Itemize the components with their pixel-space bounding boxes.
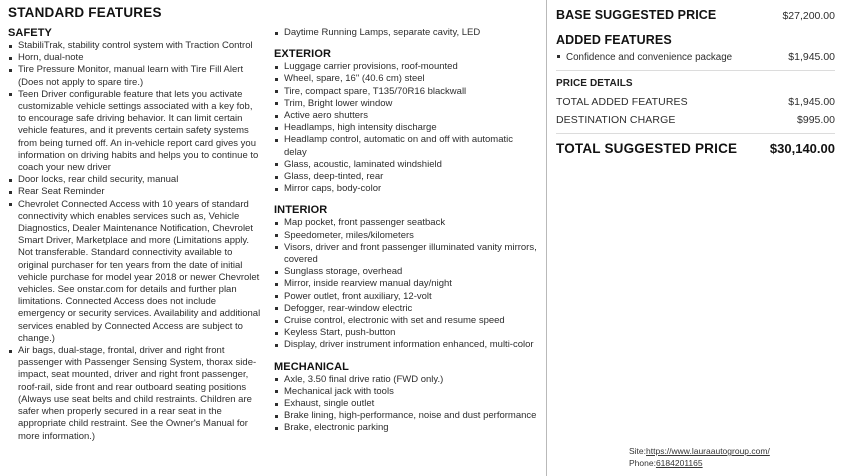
section-heading: MECHANICAL bbox=[274, 360, 349, 373]
feature-item: Cruise control, electronic with set and resume speed bbox=[274, 315, 537, 327]
feature-item: Axle, 3.50 final drive ratio (FWD only.) bbox=[274, 374, 537, 386]
feature-item: Tire, compact spare, T135/70R16 blackwall bbox=[274, 86, 537, 98]
section-heading: INTERIOR bbox=[274, 204, 328, 217]
feature-item: Mirror, inside rearview manual day/night bbox=[274, 278, 537, 290]
page-title: STANDARD FEATURES bbox=[8, 5, 162, 20]
section-heading: EXTERIOR bbox=[274, 48, 332, 61]
total-added-features-value: $1,945.00 bbox=[788, 96, 835, 108]
price-details-heading: PRICE DETAILS bbox=[556, 78, 633, 89]
base-price-row bbox=[556, 8, 835, 22]
feature-item: Door locks, rear child security, manual bbox=[8, 174, 261, 186]
feature-item: Display, driver instrument information enhanced, multi-color bbox=[274, 339, 537, 351]
phone-line bbox=[629, 458, 770, 470]
total-price-label: TOTAL SUGGESTED PRICE bbox=[556, 141, 738, 156]
feature-item: Headlamps, high intensity discharge bbox=[274, 122, 537, 134]
site-label: Site: bbox=[629, 446, 647, 456]
separator bbox=[556, 70, 835, 71]
feature-item: Luggage carrier provisions, roof-mounted bbox=[274, 61, 537, 73]
feature-item: Teen Driver configurable feature that lets you activate customizable vehicle settings associated with a key fob, to encourage safe driving behavior. It can limit certain vehicle features, and it prevents certain safety systems from being turned off. An in-vehicle report card gives you information on driving habits and helps you to continue to coach your new driver bbox=[8, 89, 261, 174]
feature-item: Glass, deep-tinted, rear bbox=[274, 171, 537, 183]
feature-item: Defogger, rear-window electric bbox=[274, 303, 537, 315]
feature-item: Power outlet, front auxiliary, 12-volt bbox=[274, 291, 537, 303]
feature-item: Exhaust, single outlet bbox=[274, 398, 537, 410]
destination-charge-value: $995.00 bbox=[797, 114, 835, 126]
feature-item: Active aero shutters bbox=[274, 110, 537, 122]
total-added-features-label: TOTAL ADDED FEATURES bbox=[556, 96, 688, 108]
phone-label: Phone: bbox=[629, 457, 656, 468]
site-link[interactable]: https://www.lauraautogroup.com/ bbox=[646, 446, 770, 456]
pricing-panel bbox=[547, 0, 843, 476]
feature-list bbox=[274, 217, 537, 351]
feature-column bbox=[8, 27, 261, 443]
feature-list bbox=[274, 27, 537, 39]
feature-item: Glass, acoustic, laminated windshield bbox=[274, 159, 537, 171]
feature-item: Sunglass storage, overhead bbox=[274, 266, 537, 278]
feature-item: Trim, Bright lower window bbox=[274, 98, 537, 110]
feature-column bbox=[274, 27, 537, 443]
feature-item: Brake, electronic parking bbox=[274, 422, 537, 434]
feature-item: Mechanical jack with tools bbox=[274, 386, 537, 398]
feature-item: Daytime Running Lamps, separate cavity, LED bbox=[274, 27, 537, 39]
dealer-contact bbox=[629, 446, 770, 469]
feature-item: Air bags, dual-stage, frontal, driver and right front passenger with Passenger Sensing System, thorax side-impact, seat mounted, driver and right front passenger, roof-rail, side front and rear outboard seating positions (Always use seat belts and child restraints. Children are safer when properly secured in a rear seat in the appropriate child restraint. See the Owner's Manual for more information.) bbox=[8, 345, 261, 443]
added-feature-label: Confidence and convenience package bbox=[556, 52, 732, 63]
feature-item: Map pocket, front passenger seatback bbox=[274, 217, 537, 229]
site-line bbox=[629, 446, 770, 458]
feature-list bbox=[8, 40, 261, 443]
destination-charge-label: DESTINATION CHARGE bbox=[556, 114, 676, 126]
feature-item: Rear Seat Reminder bbox=[8, 186, 261, 198]
destination-charge-row bbox=[556, 114, 835, 126]
section-heading: SAFETY bbox=[8, 27, 52, 39]
feature-columns bbox=[8, 27, 546, 443]
feature-item: Headlamp control, automatic on and off with automatic delay bbox=[274, 134, 537, 158]
added-feature-row bbox=[556, 51, 835, 63]
base-price-value: $27,200.00 bbox=[782, 10, 835, 22]
feature-item: Keyless Start, push-button bbox=[274, 327, 537, 339]
phone-link[interactable]: 6184201165 bbox=[655, 457, 703, 468]
total-price-value: $30,140.00 bbox=[769, 141, 835, 156]
total-price-row bbox=[556, 141, 835, 156]
feature-item: Wheel, spare, 16" (40.6 cm) steel bbox=[274, 73, 537, 85]
total-added-features-row bbox=[556, 96, 835, 108]
feature-list bbox=[274, 374, 537, 435]
feature-item: Visors, driver and front passenger illuminated vanity mirrors, covered bbox=[274, 242, 537, 266]
feature-item: StabiliTrak, stability control system with Traction Control bbox=[8, 40, 261, 52]
feature-item: Mirror caps, body-color bbox=[274, 183, 537, 195]
feature-item: Brake lining, high-performance, noise and dust performance bbox=[274, 410, 537, 422]
added-feature-value: $1,945.00 bbox=[788, 51, 835, 63]
base-price-label: BASE SUGGESTED PRICE bbox=[556, 8, 717, 22]
feature-item: Speedometer, miles/kilometers bbox=[274, 230, 537, 242]
separator bbox=[556, 133, 835, 134]
feature-list bbox=[274, 61, 537, 195]
feature-item: Tire Pressure Monitor, manual learn with Tire Fill Alert (Does not apply to spare tire.) bbox=[8, 64, 261, 88]
feature-item: Horn, dual-note bbox=[8, 52, 261, 64]
feature-item: Chevrolet Connected Access with 10 years of standard connectivity which enables services such as, Vehicle Diagnostics, Dealer Maintenance Notification, Chevrolet Smart Driver, Marketplace and more (Limitations apply. Not transferable. Standard connectivity available to original purchaser for ten years from the date of initial vehicle purchase for model year 2018 or newer Chevrolet vehicles. See onstar.com for details and further plan limitations. Connected Access does not include emergency or security services. Availability and additional services enabled by Connected Access are subject to change.) bbox=[8, 199, 261, 345]
added-features-heading: ADDED FEATURES bbox=[556, 33, 672, 47]
